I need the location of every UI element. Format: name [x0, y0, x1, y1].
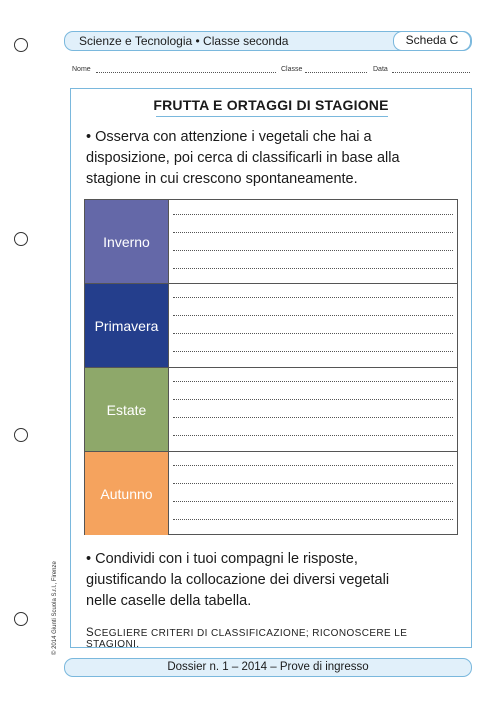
answer-line[interactable]: [173, 417, 453, 418]
answer-line[interactable]: [173, 232, 453, 233]
binder-hole-3: [14, 428, 28, 442]
worksheet-title: FRUTTA E ORTAGGI DI STAGIONE: [153, 97, 389, 113]
subject-label: Scienze e Tecnologia • Classe seconda: [79, 34, 289, 48]
class-field-line[interactable]: [305, 72, 367, 73]
student-fields-row: [72, 66, 472, 78]
binder-hole-4: [14, 612, 28, 626]
answer-line[interactable]: [173, 214, 453, 215]
footer-band: Dossier n. 1 – 2014 – Prove di ingresso: [64, 658, 472, 677]
seasons-table: [84, 199, 458, 535]
answer-line[interactable]: [173, 399, 453, 400]
answer-line[interactable]: [173, 250, 453, 251]
answer-line[interactable]: [173, 381, 453, 382]
sheet-label: Scheda C: [393, 31, 471, 51]
season-label: Inverno: [85, 200, 169, 283]
goal-initial: S: [86, 627, 95, 639]
date-field-label: Data: [373, 66, 388, 73]
observe-line: disposizione, poi cerca di classificarli in base alla: [86, 150, 400, 166]
season-row-summer: [85, 368, 457, 451]
answer-line[interactable]: [173, 315, 453, 316]
season-row-autumn: [85, 452, 457, 535]
share-line: nelle caselle della tabella.: [86, 593, 252, 609]
answer-line[interactable]: [173, 351, 453, 352]
answer-line[interactable]: [173, 333, 453, 334]
date-field-line[interactable]: [392, 72, 470, 73]
season-row-spring: [85, 284, 457, 367]
binder-hole-1: [14, 38, 28, 52]
share-line: giustificando la collocazione dei diversi vegetali: [86, 572, 390, 588]
answer-line[interactable]: [173, 465, 453, 466]
binder-hole-2: [14, 232, 28, 246]
name-field-line[interactable]: [96, 72, 276, 73]
learning-goal: [86, 627, 446, 650]
name-field-label: Nome: [72, 66, 91, 73]
observe-line: stagione in cui crescono spontaneamente.: [86, 171, 358, 187]
answer-line[interactable]: [173, 519, 453, 520]
answer-line[interactable]: [173, 268, 453, 269]
season-row-winter: [85, 200, 457, 283]
observe-instruction: [86, 127, 462, 190]
title-underline: [156, 116, 388, 117]
answer-line[interactable]: [173, 501, 453, 502]
observe-line: • Osserva con attenzione i vegetali che hai a: [86, 129, 372, 145]
season-label: Estate: [85, 368, 169, 451]
season-label: Primavera: [85, 284, 169, 367]
share-instruction: [86, 549, 462, 612]
copyright-notice: © 2014 Giunti Scuola S.r.l., Firenze: [52, 561, 58, 655]
answer-line[interactable]: [173, 435, 453, 436]
header-band: [64, 31, 472, 51]
season-label: Autunno: [85, 452, 169, 535]
class-field-label: Classe: [281, 66, 303, 73]
share-line: • Condividi con i tuoi compagni le risposte,: [86, 551, 358, 567]
answer-line[interactable]: [173, 483, 453, 484]
answer-line[interactable]: [173, 297, 453, 298]
goal-text: CEGLIERE CRITERI DI CLASSIFICAZIONE; RICONOSCERE LE STAGIONI.: [86, 628, 408, 650]
